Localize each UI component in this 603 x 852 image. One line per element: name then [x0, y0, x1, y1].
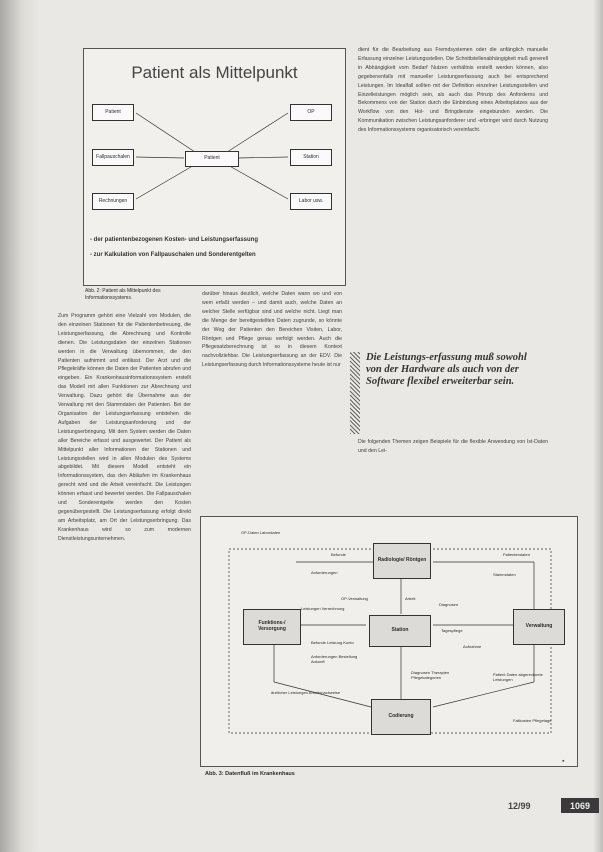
figure3-corner-mark: ▪ — [562, 758, 565, 765]
box-pflegeleistungs: Station — [290, 149, 332, 166]
figure-bullet-2: - zur Kalkulation von Fallpauschalen und Sonderentgelten — [90, 252, 256, 258]
box-patient-center: Patient — [185, 151, 239, 167]
page-right-edge — [593, 0, 603, 852]
box-labor: Labor usw. — [290, 193, 332, 210]
label-tagespflege: Tagespflege — [441, 628, 463, 633]
pull-quote-hatch — [350, 352, 360, 434]
page-gutter-shadow — [0, 0, 40, 852]
figure-title: Patient als Mittelpunkt — [131, 63, 298, 82]
box-verwaltung: Verwaltung — [513, 609, 565, 645]
label-fallkosten: Fallkosten Pflegetage — [513, 718, 552, 723]
right-column-top-text: dient für die Bearbeitung aus Fremdsystemen oder die anfänglich manuelle Erfassung einzelner Leistungsstellen. Die Schnittstellenabhängigkeit muß generell in Abhängigkeit vom Bedarf Nutzen verhältnis erstellt werden können, also gegebenenfalls mit manueller Leistungserfassung auch bei entsprechend Leistungen. Im Idealfall sollten mit der Definition einzelner Leistungsstellen und Einzelleistungen möglich sein, als auch das Prinzip des Anforderns und Bekommens von der Station durch die Einbindung eines Arbeitsplatzes aus der Workflow von den Hol- und Bringdienste eingebunden werden. Die Kommunikation zwischen Leistungsanforderer und -erbringer wird durch Nutzung des Informationssystems organisatorisch vereinfacht. — [358, 47, 548, 134]
label-leistungen: Leistungen Verrechnung — [301, 606, 345, 611]
label-aufnahme: Aufnahme — [463, 644, 482, 649]
box-fallpauschalen: Fallpauschalen — [92, 149, 134, 166]
label-stammdaten: Stammdaten — [493, 572, 516, 577]
box-funktion: Funktions-/ Versorgung — [243, 609, 301, 645]
figure-patient-mittelpunkt — [83, 48, 346, 286]
figure1-caption: Abb. 2: Patient als Mittelpunkt des Informationssystems. — [85, 288, 161, 301]
pull-quote — [350, 352, 540, 434]
label-anforderung: Anforderungen — [311, 570, 338, 575]
label-op-verwaltung: OP-Verwaltung — [341, 596, 368, 601]
box-station: Station — [369, 615, 431, 647]
label-patient-daten: Patient Daten abgerechnete Leistungen — [493, 672, 543, 682]
pull-quote-text: Die Leistungs-erfassung muß sowohl von der Hardware als auch von der Software flexibel erweiterbar sein. — [366, 352, 527, 387]
label-diagnosen2: Diagnosen Therapien Pflegekategorien — [411, 670, 450, 680]
box-op: OP — [290, 104, 332, 121]
label-op: OP-Daten Labordaten — [241, 530, 281, 535]
label-befunde: Befunde — [331, 552, 346, 557]
label-patientendaten: Patientendaten — [503, 552, 530, 557]
label-anforderung2: Anforderungen Bestellung Ankunft — [311, 654, 358, 664]
figure3-caption: Abb. 3: Datenfluß im Krankenhaus — [205, 771, 295, 777]
page-number: 1069 — [561, 798, 599, 813]
label-aerztlicher: ärztlicher Leistungen Arbeitsnachweise — [271, 690, 341, 695]
right-column-mid-text: Die folgenden Themen zeigen Beispiele für die flexible Anwendung von Ist-Daten und den Lei- — [358, 439, 548, 454]
box-codierung: Codierung — [371, 699, 431, 735]
figure-datenfluss — [200, 516, 578, 767]
box-radiologie: Radiologie/ Röntgen — [373, 543, 431, 579]
figure-arrows — [84, 49, 345, 285]
label-befunde2: Befunde Leistung Konto — [311, 640, 354, 645]
label-arbeit: Arbeit — [405, 596, 416, 601]
left-column-text: Zum Programm gehört eine Vielzahl von Modulen, die den einzelnen Stationen für die Patientenbetreuung, die Leistungserfassung, die Abrechnung und Kontrolle dienen. Die Leistungsdaten der einzelnen Stationen werden in die Verwaltung übernommen, die den Patienten aufnimmt und entlässt. Der Arzt und die Pflegekräfte können die Daten der Patienten abrufen und eingeben. Ein Krankenhausinformationssystem erstellt das Modell mit allen Funktionen zur Abrechnung und Verwaltung. Dazu gehört die Übernahme aus der Verwaltung mit den Stammdaten der Patienten. Bei der Organisation der Leistungserfassung entstehen die Aufgaben der Leistungsanforderung und der Leistungserbringung. Mit dem System werden die Daten aller Bereiche erfasst und ausgewertet. Der Patient als Mittelpunkt aller Informationen der Stationen und Leistungsstellen wird in allen Modulen des Systems abgebildet. Mit diesem Modell entsteht ein Informationssystem, das den Abläufen im Krankenhaus gerecht wird und die Arbeit vereinfacht. Die Leistungen können erfasst und bewertet werden. Die Fallpauschalen und Sonderentgelte werden den Kosten gegenübergestellt. Die Leistungserfassung erfolgt direkt am Arbeitsplatz, am Ort der Leistungserbringung. Das Krankenhaus wird so zum modernen Dienstleistungsunternehmen. — [58, 313, 191, 542]
box-rechnungen: Rechnungen — [92, 193, 134, 210]
label-diagnosen: Diagnosen — [439, 602, 459, 607]
middle-column-text: darüber hinaus deutlich, welche Daten wann wo und von wem erfaßt werden – und damit auch, welche Daten an welcher Stelle verfügbar sind und welche nicht. Liegt man die Menge der bereitgestellten Daten zugrunde, so könnte der Weg der Patienten den Bereichen Visiten, Labor, Röntgen und Pflege genau verfolgt werden. Auch die Pflegesatzberechnung ist so in diesem Kontext nachvollziehbar. Die Leistungserfassung an der EDV. Die Leistungserfassung durch Informationssysteme heute ist nur — [202, 291, 342, 369]
journal-issue: 12/99 — [508, 801, 531, 811]
box-patient-left-top: Patient — [92, 104, 134, 121]
figure-bullet-1: - der patientenbezogenen Kosten- und Leistungserfassung — [90, 237, 259, 243]
